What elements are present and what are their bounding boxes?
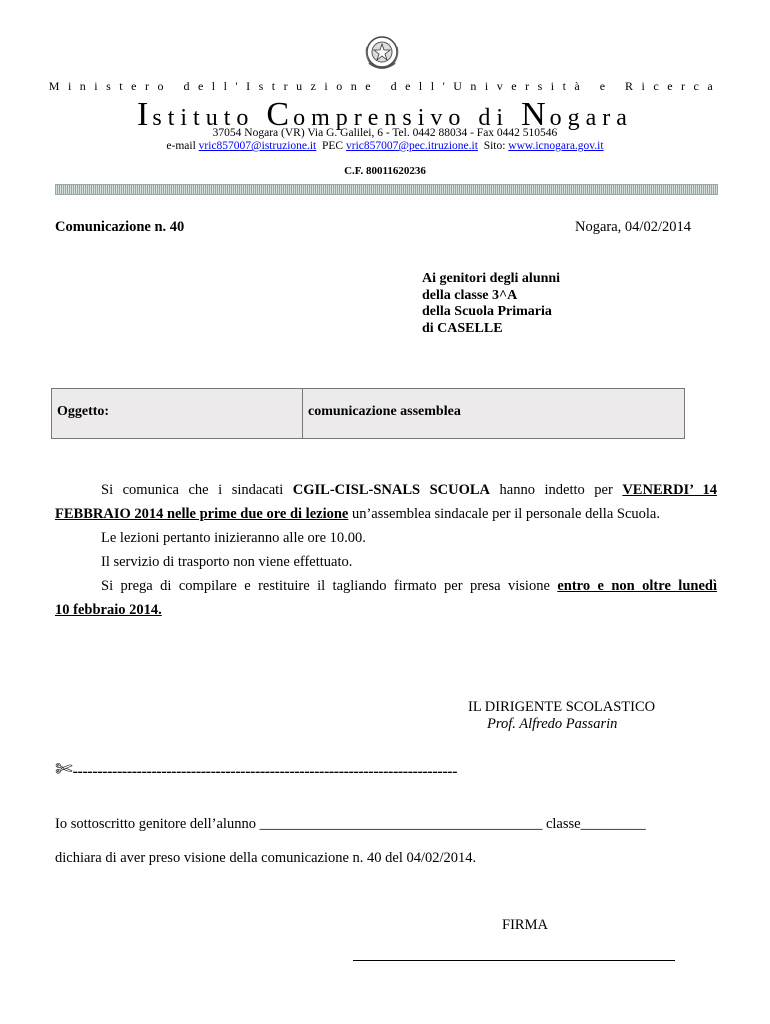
addressee-block: Ai genitori degli alunni della classe 3^A della Scuola Primaria di CASELLE <box>422 271 561 336</box>
form-student-line: Io sottoscritto genitore dell’alunno _______________________________________ classe_________ <box>55 816 646 832</box>
institute-name: Istituto Comprensivo di Nogara <box>137 96 633 133</box>
paragraph-start-time: Le lezioni pertanto inizieranno alle ore 10.00. <box>101 530 366 546</box>
header-divider <box>55 184 718 195</box>
form-acknowledgment: dichiara di aver preso visione della comunicazione n. 40 del 04/02/2014. <box>55 850 477 866</box>
paragraph-announcement: Si comunica che i sindacati CGIL-CISL-SNALS SCUOLA hanno indetto per VENERDI’ 14 <box>101 482 717 498</box>
communication-number: Comunicazione n. 40 <box>55 219 185 235</box>
signature-line <box>353 960 675 961</box>
website-link[interactable]: www.icnogara.gov.it <box>508 140 604 152</box>
signature-label: FIRMA <box>502 917 548 933</box>
signer-role: IL DIRIGENTE SCOLASTICO <box>468 699 656 715</box>
ministry-name: Ministero dell'Istruzione dell'Università e Ricerca <box>48 79 722 93</box>
tax-code: C.F. 80011620236 <box>344 165 426 177</box>
communication-date: Nogara, 04/02/2014 <box>575 219 691 235</box>
cut-line: ✄------------------------------------------------------------------------------ <box>55 757 458 781</box>
subject-label: Oggetto: <box>57 404 110 419</box>
paragraph-transport: Il servizio di trasporto non viene effettuato. <box>101 554 353 570</box>
pec-link[interactable]: vric857007@pec.itruzione.it <box>345 140 478 152</box>
institute-address: 37054 Nogara (VR) Via G. Galilei, 6 - Tel. 0442 88034 - Fax 0442 510546 <box>212 127 558 139</box>
body-text: Si comunica che i sindacati CGIL-CISL-SNALS SCUOLA hanno indetto per VENERDI’ 14 FEBBRAIO 2014 nelle prime due ore di lezione un’assemblea sindacale per il personale della Scuola. Le lezioni pertanto inizieranno alle ore 10.00. Il servizio di trasporto non viene effettuato. Si prega di compilare e restituire il tagliando firmato per presa visione entro e non oltre lunedì 10 febbraio 2014. <box>55 478 717 622</box>
subject-value: comunicazione assemblea <box>308 404 461 419</box>
contact-line: e-mail vric857007@istruzione.it PEC vric857007@pec.itruzione.it Sito: www.icnogara.gov.it <box>166 140 604 152</box>
paragraph-deadline: Si prega di compilare e restituire il tagliando firmato per presa visione entro e non oltre lunedì <box>101 578 717 594</box>
republic-emblem-icon <box>364 33 400 73</box>
email-link[interactable]: vric857007@istruzione.it <box>198 140 317 152</box>
signer-name: Prof. Alfredo Passarin <box>487 716 618 732</box>
scissors-icon: ✄ <box>55 757 73 781</box>
subject-table <box>51 388 685 439</box>
